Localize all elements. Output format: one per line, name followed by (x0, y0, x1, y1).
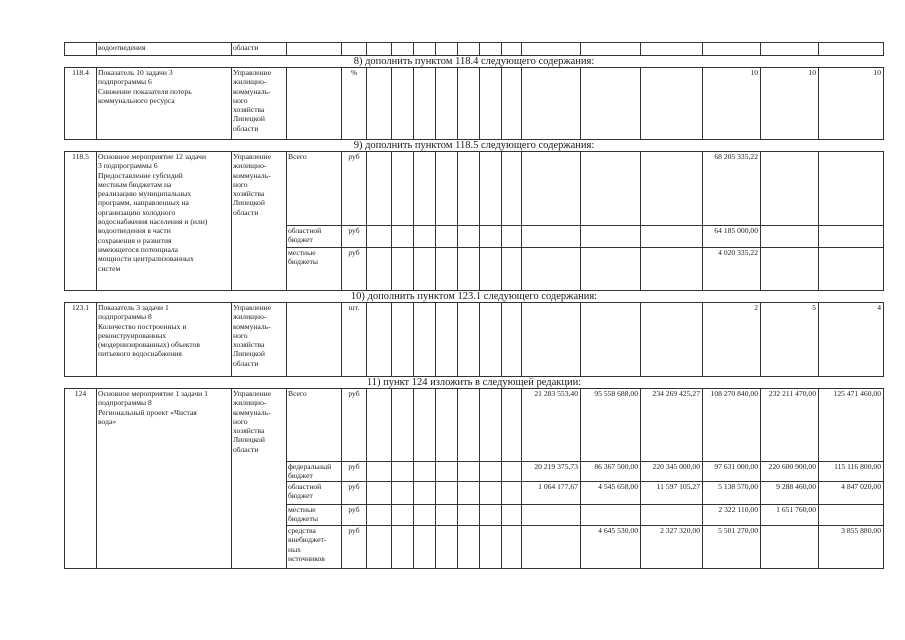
empty-cell (414, 505, 436, 526)
empty-cell (367, 505, 392, 526)
unit: руб (342, 152, 367, 226)
empty-cell (392, 389, 414, 462)
empty-cell (480, 248, 502, 291)
value-cell (641, 152, 703, 226)
value-cell: 5 501 270,00 (703, 526, 761, 569)
empty-cell (392, 68, 414, 140)
value-cell (581, 303, 641, 377)
empty-cell (436, 226, 458, 248)
funding-source: местные бюджеты (287, 248, 342, 291)
empty-cell (436, 462, 458, 482)
value-cell: 21 283 553,40 (522, 389, 581, 462)
empty-cell (480, 152, 502, 226)
empty-cell (414, 152, 436, 226)
empty-cell (367, 152, 392, 226)
empty-cell (436, 68, 458, 140)
empty-cell (436, 505, 458, 526)
empty-cell (414, 526, 436, 569)
funding-source: местные бюджеты (287, 505, 342, 526)
document-page (64, 42, 884, 569)
empty-cell (502, 68, 522, 140)
empty-cell (458, 482, 480, 505)
empty-cell (392, 248, 414, 291)
empty-cell (502, 526, 522, 569)
empty-cell (480, 505, 502, 526)
value-cell (641, 68, 703, 140)
unit: руб (342, 505, 367, 526)
value-cell: 108 270 840,00 (703, 389, 761, 462)
empty-cell (458, 505, 480, 526)
value-cell (761, 226, 819, 248)
item-name: Основное мероприятие 12 задачи 3 подпрограммы 6 Предоставление субсидий местным бюджетам на реализацию муниципальных программ, направленных на организацию холодного водоснабжения населения и (или) водоотведения в части сохранения и развития имеющегося потенциала мощности централизованных систем (97, 152, 232, 291)
value-cell: 4 847 020,00 (819, 482, 884, 505)
table-row (65, 389, 884, 462)
value-cell (522, 505, 581, 526)
section-heading: 8) дополнить пунктом 118.4 следующего содержания: (65, 56, 884, 68)
funding-source (287, 303, 342, 377)
empty-cell (458, 389, 480, 462)
item-name: Показатель 3 задачи 1 подпрограммы 8 Количество построенных и реконструированных (модернизированных) объектов питьевого водоснабжения (97, 303, 232, 377)
empty-cell (480, 303, 502, 377)
item-code: 123.1 (65, 303, 97, 377)
empty-cell (392, 303, 414, 377)
value-cell: 2 (703, 303, 761, 377)
empty-cell (436, 526, 458, 569)
unit: руб (342, 248, 367, 291)
empty-cell (480, 462, 502, 482)
unit: шт. (342, 303, 367, 377)
empty-cell (458, 226, 480, 248)
item-executor: Управление жилищно- коммуналь- ного хозяйства Липецкой области (232, 389, 287, 569)
funding-source: областной бюджет (287, 482, 342, 505)
empty-cell (367, 303, 392, 377)
value-cell: 1 651 760,00 (761, 505, 819, 526)
empty-cell (436, 389, 458, 462)
empty-cell (458, 303, 480, 377)
empty-cell (480, 68, 502, 140)
table-row (65, 303, 884, 377)
empty-cell (458, 462, 480, 482)
value-cell: 4 (819, 303, 884, 377)
empty-cell (392, 505, 414, 526)
unit: руб (342, 462, 367, 482)
value-cell: 4 645 530,00 (581, 526, 641, 569)
unit: % (342, 68, 367, 140)
empty-cell (392, 482, 414, 505)
value-cell (819, 226, 884, 248)
value-cell (761, 152, 819, 226)
value-cell: 4 545 658,00 (581, 482, 641, 505)
table-row (65, 68, 884, 140)
table-row (65, 152, 884, 226)
value-cell: 125 471 460,00 (819, 389, 884, 462)
unit: руб (342, 526, 367, 569)
empty-cell (436, 152, 458, 226)
empty-cell (502, 248, 522, 291)
empty-cell (367, 482, 392, 505)
empty-cell (436, 248, 458, 291)
value-cell: 64 185 000,00 (703, 226, 761, 248)
value-cell (641, 226, 703, 248)
section-heading: 9) дополнить пунктом 118.5 следующего содержания: (65, 140, 884, 152)
empty-cell (392, 462, 414, 482)
item-code: 118.4 (65, 68, 97, 140)
funding-source: средства внебюджет- ных источников (287, 526, 342, 569)
value-cell: 10 (819, 68, 884, 140)
item-executor: Управление жилищно- коммуналь- ного хозяйства Липецкой области (232, 152, 287, 291)
empty-cell (392, 526, 414, 569)
value-cell: 3 855 880,00 (819, 526, 884, 569)
empty-cell (502, 389, 522, 462)
empty-cell (414, 482, 436, 505)
unit: руб (342, 226, 367, 248)
value-cell: 115 116 800,00 (819, 462, 884, 482)
empty-cell (502, 303, 522, 377)
funding-source: областной бюджет (287, 226, 342, 248)
item-executor: области (232, 43, 287, 56)
value-cell (522, 526, 581, 569)
value-cell: 5 138 570,00 (703, 482, 761, 505)
value-cell: 20 219 375,73 (522, 462, 581, 482)
empty-cell (502, 482, 522, 505)
value-cell (581, 68, 641, 140)
section-heading: 10) дополнить пунктом 123.1 следующего содержания: (65, 291, 884, 303)
empty-cell (392, 152, 414, 226)
unit: руб (342, 389, 367, 462)
value-cell: 86 367 500,00 (581, 462, 641, 482)
empty-cell (414, 462, 436, 482)
empty-cell (458, 526, 480, 569)
value-cell (641, 303, 703, 377)
value-cell: 68 205 335,22 (703, 152, 761, 226)
empty-cell (414, 248, 436, 291)
section-heading-row (65, 377, 884, 389)
empty-cell (480, 226, 502, 248)
empty-cell (414, 389, 436, 462)
value-cell: 10 (761, 68, 819, 140)
value-cell (641, 248, 703, 291)
value-cell (522, 226, 581, 248)
table-row (65, 43, 884, 56)
empty-cell (502, 226, 522, 248)
value-cell: 220 600 900,00 (761, 462, 819, 482)
program-table (64, 42, 884, 569)
value-cell (641, 505, 703, 526)
section-heading-row (65, 140, 884, 152)
value-cell: 2 322 110,00 (703, 505, 761, 526)
value-cell (581, 152, 641, 226)
item-executor: Управление жилищно- коммуналь- ного хозяйства Липецкой области (232, 68, 287, 140)
value-cell: 4 020 335,22 (703, 248, 761, 291)
empty-cell (480, 389, 502, 462)
value-cell (819, 152, 884, 226)
value-cell (581, 226, 641, 248)
item-code: 118.5 (65, 152, 97, 291)
empty-cell (436, 482, 458, 505)
empty-cell (436, 303, 458, 377)
value-cell (522, 303, 581, 377)
item-code: 124 (65, 389, 97, 569)
value-cell: 5 (761, 303, 819, 377)
empty-cell (367, 68, 392, 140)
value-cell (819, 505, 884, 526)
empty-cell (502, 505, 522, 526)
item-name: Основное мероприятие 1 задачи 1 подпрограммы 8 Региональный проект «Чистая вода» (97, 389, 232, 569)
empty-cell (367, 462, 392, 482)
value-cell: 11 597 105,27 (641, 482, 703, 505)
value-cell (761, 526, 819, 569)
empty-cell (458, 152, 480, 226)
value-cell: 1 064 177,67 (522, 482, 581, 505)
section-heading-row (65, 56, 884, 68)
value-cell (819, 248, 884, 291)
funding-source: Всего (287, 152, 342, 226)
funding-source: федеральный бюджет (287, 462, 342, 482)
value-cell (522, 152, 581, 226)
empty-cell (414, 226, 436, 248)
empty-cell (458, 248, 480, 291)
value-cell: 2 327 320,00 (641, 526, 703, 569)
empty-cell (367, 226, 392, 248)
value-cell (581, 248, 641, 291)
value-cell: 10 (703, 68, 761, 140)
empty-cell (480, 482, 502, 505)
item-executor: Управление жилищно- коммуналь- ного хозяйства Липецкой области (232, 303, 287, 377)
empty-cell (367, 526, 392, 569)
section-heading-row (65, 291, 884, 303)
funding-source (287, 68, 342, 140)
empty-cell (414, 303, 436, 377)
value-cell: 234 269 425,27 (641, 389, 703, 462)
empty-cell (502, 462, 522, 482)
item-name: водоотведения (97, 43, 232, 56)
section-heading: 11) пункт 124 изложить в следующей редакции: (65, 377, 884, 389)
value-cell (522, 248, 581, 291)
value-cell: 95 558 688,00 (581, 389, 641, 462)
value-cell: 97 631 000,00 (703, 462, 761, 482)
empty-cell (367, 389, 392, 462)
value-cell (522, 68, 581, 140)
empty-cell (458, 68, 480, 140)
empty-cell (414, 68, 436, 140)
value-cell (761, 248, 819, 291)
value-cell: 9 288 460,00 (761, 482, 819, 505)
value-cell (581, 505, 641, 526)
empty-cell (502, 152, 522, 226)
item-name: Показатель 10 задачи 3 подпрограммы 6 Снижение показателя потерь коммунального ресурса (97, 68, 232, 140)
unit: руб (342, 482, 367, 505)
empty-cell (480, 526, 502, 569)
empty-cell (392, 226, 414, 248)
empty-cell (367, 248, 392, 291)
funding-source: Всего (287, 389, 342, 462)
value-cell: 232 211 470,00 (761, 389, 819, 462)
value-cell: 220 345 000,00 (641, 462, 703, 482)
